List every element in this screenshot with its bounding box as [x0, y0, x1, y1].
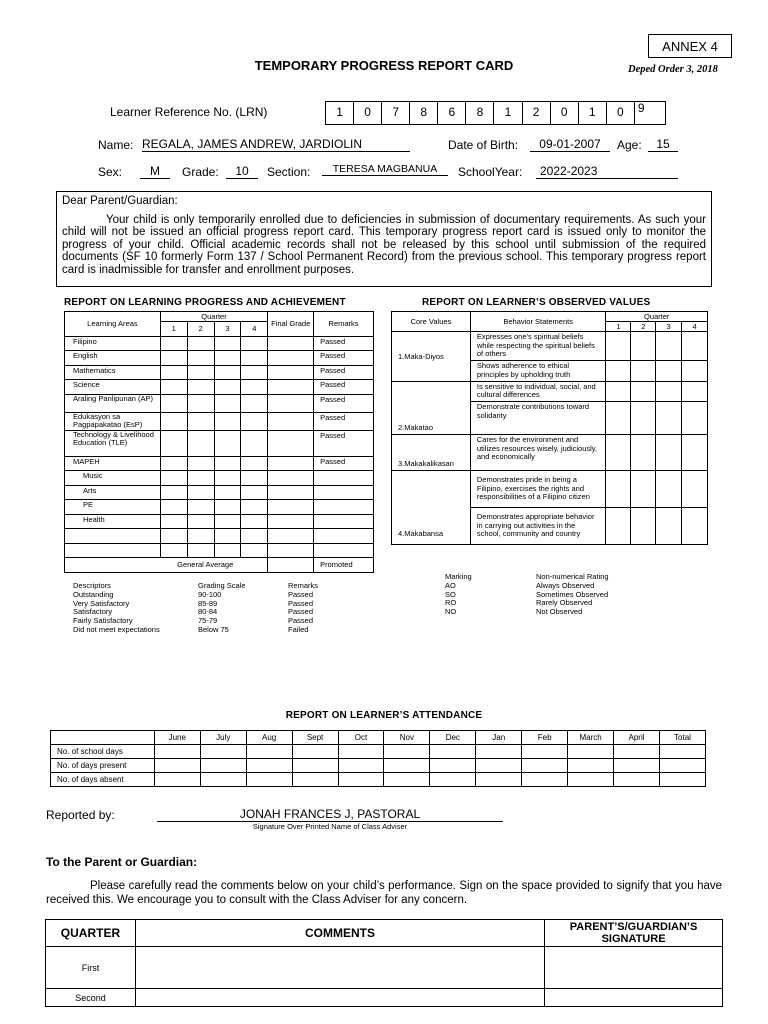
descriptor: Fairly Satisfactory [73, 616, 133, 626]
legend-header: Descriptors [73, 581, 111, 590]
core-value: 4.Makabansa [392, 470, 471, 544]
learning-area: Music [65, 471, 161, 486]
lrn-digit: 2 [522, 101, 551, 125]
month-header: Total [659, 731, 705, 745]
core-value: 1.Maka-Diyos [392, 332, 471, 382]
grading-scale: 85-89 [198, 598, 218, 608]
quarter-label: Second [46, 989, 136, 1007]
learning-area: Edukasyon sa Pagpapakatao (EsP) [65, 412, 161, 430]
grade-label: Grade: [182, 165, 219, 179]
remarks-cell: Passed [314, 412, 374, 430]
school-year-value: 2022-2023 [536, 164, 678, 179]
signature-cell[interactable] [545, 989, 723, 1007]
attendance-title: REPORT ON LEARNER’S ATTENDANCE [285, 710, 483, 721]
remarks-cell: Passed [314, 365, 374, 380]
remarks-cell: Passed [314, 394, 374, 412]
core-value: 3.Makakalikasan [392, 434, 471, 470]
deped-order: Deped Order 3, 2018 [628, 64, 718, 75]
table-row [65, 430, 374, 456]
learning-area: Mathematics [65, 365, 161, 380]
section-value: TERESA MAGBANUA [322, 163, 448, 176]
month-header: Sept [292, 731, 338, 745]
comment-cell[interactable] [135, 947, 544, 989]
behavior-statement: Expresses one’s spiritual beliefs while respecting the spiritual beliefs of others [470, 332, 606, 361]
lrn-digit: 0 [353, 101, 382, 125]
lrn-digit: 8 [465, 101, 494, 125]
letter-body: Your child is only temporarily enrolled due to deficiencies in submission of documentary requirements. As such your child will not be issued an official progress report card. This temporary progress report card is issued only to monitor the progress of your child. Official academic records shall not be released by this school until submission of the required documents (SF 10 formerly Form 137 / School Permanent Record) from the previous school. This temporary progress report card is inadmissible for transfer and enrollment purposes. [62, 213, 706, 276]
general-average-row [65, 558, 374, 573]
lrn-digit: 8 [409, 101, 438, 125]
table-row [51, 745, 706, 759]
letter-salutation: Dear Parent/Guardian: [62, 195, 178, 207]
month-header: July [200, 731, 246, 745]
adviser-name: JONAH FRANCES J, PASTORAL [157, 807, 503, 822]
table-row [65, 412, 374, 430]
quarter-number: 4 [682, 322, 708, 332]
month-header: Nov [384, 731, 430, 745]
values-section-title: REPORT ON LEARNER’S OBSERVED VALUES [422, 297, 651, 308]
legend-header: Non-numerical Rating [536, 572, 609, 581]
lrn-digit: 0 [606, 101, 635, 125]
remarks-cell [314, 514, 374, 529]
behavior-statement: Is sensitive to individual, social, and cultural differences [470, 381, 606, 401]
month-header: June [154, 731, 200, 745]
lrn-digit: 9 [634, 101, 666, 125]
grading-scale: 80-84 [198, 607, 218, 617]
quarter-number: 4 [241, 322, 268, 337]
remarks-cell: Passed [314, 456, 374, 471]
table-row [65, 471, 374, 486]
behavior-statement: Demonstrates pride in being a Filipino, exercises the rights and responsibilities of a Filipino citizen [470, 470, 606, 507]
quarter-number: 3 [656, 322, 682, 332]
values-table [391, 311, 708, 545]
col-quarter: Quarter [606, 312, 708, 322]
remarks-cell [314, 529, 374, 544]
core-value: 2.Makatao [392, 381, 471, 434]
marking-code: SO [445, 589, 456, 599]
values-row [392, 332, 708, 361]
remarks-cell [314, 500, 374, 515]
table-row [65, 394, 374, 412]
col-comments-header: COMMENTS [135, 920, 544, 947]
parent-instructions: Please carefully read the comments below on your child’s performance. Sign on the space provided to signify that you have received this. We encourage you to consult with the Class Adviser for any concern. [46, 880, 722, 906]
learning-area: English [65, 351, 161, 366]
descriptor-remarks: Passed [288, 589, 314, 599]
reported-by-label: Reported by: [46, 808, 115, 822]
table-row [65, 500, 374, 515]
remarks-cell [314, 485, 374, 500]
school-year-label: SchoolYear: [458, 165, 523, 179]
comment-cell[interactable] [135, 989, 544, 1007]
marking-legend [445, 573, 609, 617]
legend-header: Remarks [288, 581, 319, 590]
page-title: TEMPORARY PROGRESS REPORT CARD [254, 58, 514, 73]
col-core-values: Core Values [392, 312, 471, 332]
month-header: Jan [476, 731, 522, 745]
values-row [392, 434, 708, 470]
behavior-statement: Cares for the environment and utilizes resources wisely, judiciously, and economically [470, 434, 606, 470]
remarks-cell: Passed [314, 380, 374, 395]
learning-area [65, 529, 161, 544]
learning-area: Filipino [65, 336, 161, 351]
age-label: Age: [617, 138, 642, 152]
month-header: Feb [522, 731, 568, 745]
name-label: Name: [98, 138, 134, 152]
marking-rating: Sometimes Observed [536, 589, 609, 599]
table-row [51, 759, 706, 773]
attendance-row-label: No. of days absent [51, 773, 155, 787]
descriptor-remarks: Failed [288, 624, 309, 634]
learning-table [64, 311, 374, 573]
attendance-table [50, 730, 706, 787]
grading-scale: 90-100 [198, 589, 222, 599]
age-value: 15 [648, 137, 678, 152]
legend-header: Marking [445, 572, 472, 581]
remarks-cell: Passed [314, 430, 374, 456]
col-quarter-header: QUARTER [46, 920, 136, 947]
lrn-digit: 0 [550, 101, 579, 125]
lrn-digit: 6 [437, 101, 466, 125]
month-header: Dec [430, 731, 476, 745]
behavior-statement: Shows adherence to ethical principles by upholding truth [470, 361, 606, 381]
quarter-number: 3 [214, 322, 241, 337]
attendance-row-label: No. of school days [51, 745, 155, 759]
table-row [65, 456, 374, 471]
grade-value: 10 [226, 164, 258, 179]
learning-area: Technology & Livelihood Education (TLE) [65, 430, 161, 456]
general-remarks: Promoted [314, 558, 374, 573]
descriptors-legend [73, 582, 318, 635]
parent-heading: To the Parent or Guardian: [46, 855, 198, 869]
quarter-label: First [46, 947, 136, 989]
general-average-label: General Average [65, 558, 268, 573]
behavior-statement: Demonstrate contributions toward solidarity [470, 401, 606, 434]
sex-value: M [140, 164, 170, 179]
learning-area: MAPEH [65, 456, 161, 471]
learning-area: Araling Panlipunan (AP) [65, 394, 161, 412]
month-header: April [614, 731, 660, 745]
lrn-digit: 1 [578, 101, 607, 125]
marking-rating: Always Observed [536, 580, 595, 590]
learning-area: Health [65, 514, 161, 529]
col-learning-areas: Learning Areas [65, 312, 161, 337]
section-label: Section: [267, 165, 311, 179]
signature-cell[interactable] [545, 947, 723, 989]
table-row [65, 485, 374, 500]
month-header: March [568, 731, 614, 745]
table-row [65, 543, 374, 558]
table-row [51, 773, 706, 787]
behavior-statement: Demonstrates appropriate behavior in carrying out activities in the school, community and country [470, 507, 606, 544]
col-signature-header: PARENT’S/GUARDIAN’S SIGNATURE [545, 920, 723, 947]
grading-scale: Below 75 [198, 624, 229, 634]
table-row [46, 947, 723, 989]
learner-name: REGALA, JAMES ANDREW, JARDIOLIN [142, 137, 410, 152]
remarks-cell: Passed [314, 351, 374, 366]
table-row [65, 529, 374, 544]
dob-label: Date of Birth: [448, 138, 519, 152]
descriptor: Satisfactory [73, 607, 113, 617]
col-final-grade: Final Grade [268, 312, 314, 337]
descriptor: Did not meet expectations [73, 624, 160, 634]
quarter-number: 1 [606, 322, 631, 332]
quarter-number: 2 [631, 322, 656, 332]
table-row [65, 336, 374, 351]
month-header: Oct [338, 731, 384, 745]
legend-header: Grading Scale [198, 581, 246, 590]
values-row [392, 381, 708, 401]
quarter-number: 2 [187, 322, 214, 337]
attendance-row-label: No. of days present [51, 759, 155, 773]
table-row [65, 365, 374, 380]
adviser-caption: Signature Over Printed Name of Class Adviser [252, 822, 408, 831]
marking-code: NO [445, 607, 457, 617]
col-remarks: Remarks [314, 312, 374, 337]
marking-rating: Not Observed [536, 607, 583, 617]
lrn-digit: 1 [493, 101, 522, 125]
remarks-cell [314, 543, 374, 558]
descriptor-remarks: Passed [288, 616, 314, 626]
learning-area [65, 543, 161, 558]
lrn-digit: 7 [381, 101, 410, 125]
table-row [65, 380, 374, 395]
table-row [65, 351, 374, 366]
learning-section-title: REPORT ON LEARNING PROGRESS AND ACHIEVEMENT [64, 297, 346, 308]
date-of-birth: 09-01-2007 [530, 137, 610, 152]
descriptor: Outstanding [73, 589, 114, 599]
remarks-cell [314, 471, 374, 486]
quarter-number: 1 [160, 322, 187, 337]
grading-scale: 75-79 [198, 616, 218, 626]
lrn-boxes [326, 101, 666, 125]
descriptor-remarks: Passed [288, 598, 314, 608]
col-quarter: Quarter [160, 312, 268, 322]
remarks-cell: Passed [314, 336, 374, 351]
notice-letter [56, 191, 712, 287]
sex-label: Sex: [98, 165, 123, 179]
learning-area: Science [65, 380, 161, 395]
col-behavior-statements: Behavior Statements [470, 312, 606, 332]
values-row [392, 470, 708, 507]
comments-table [45, 919, 723, 1007]
annex-label: ANNEX 4 [648, 34, 732, 58]
lrn-label: Learner Reference No. (LRN) [110, 105, 268, 119]
table-row [46, 989, 723, 1007]
descriptor-remarks: Passed [288, 607, 314, 617]
descriptor: Very Satisfactory [73, 598, 130, 608]
table-row [65, 514, 374, 529]
month-header: Aug [246, 731, 292, 745]
marking-rating: Rarely Observed [536, 598, 593, 608]
marking-code: RO [445, 598, 457, 608]
marking-code: AO [445, 580, 456, 590]
learning-area: Arts [65, 485, 161, 500]
lrn-digit: 1 [325, 101, 354, 125]
learning-area: PE [65, 500, 161, 515]
